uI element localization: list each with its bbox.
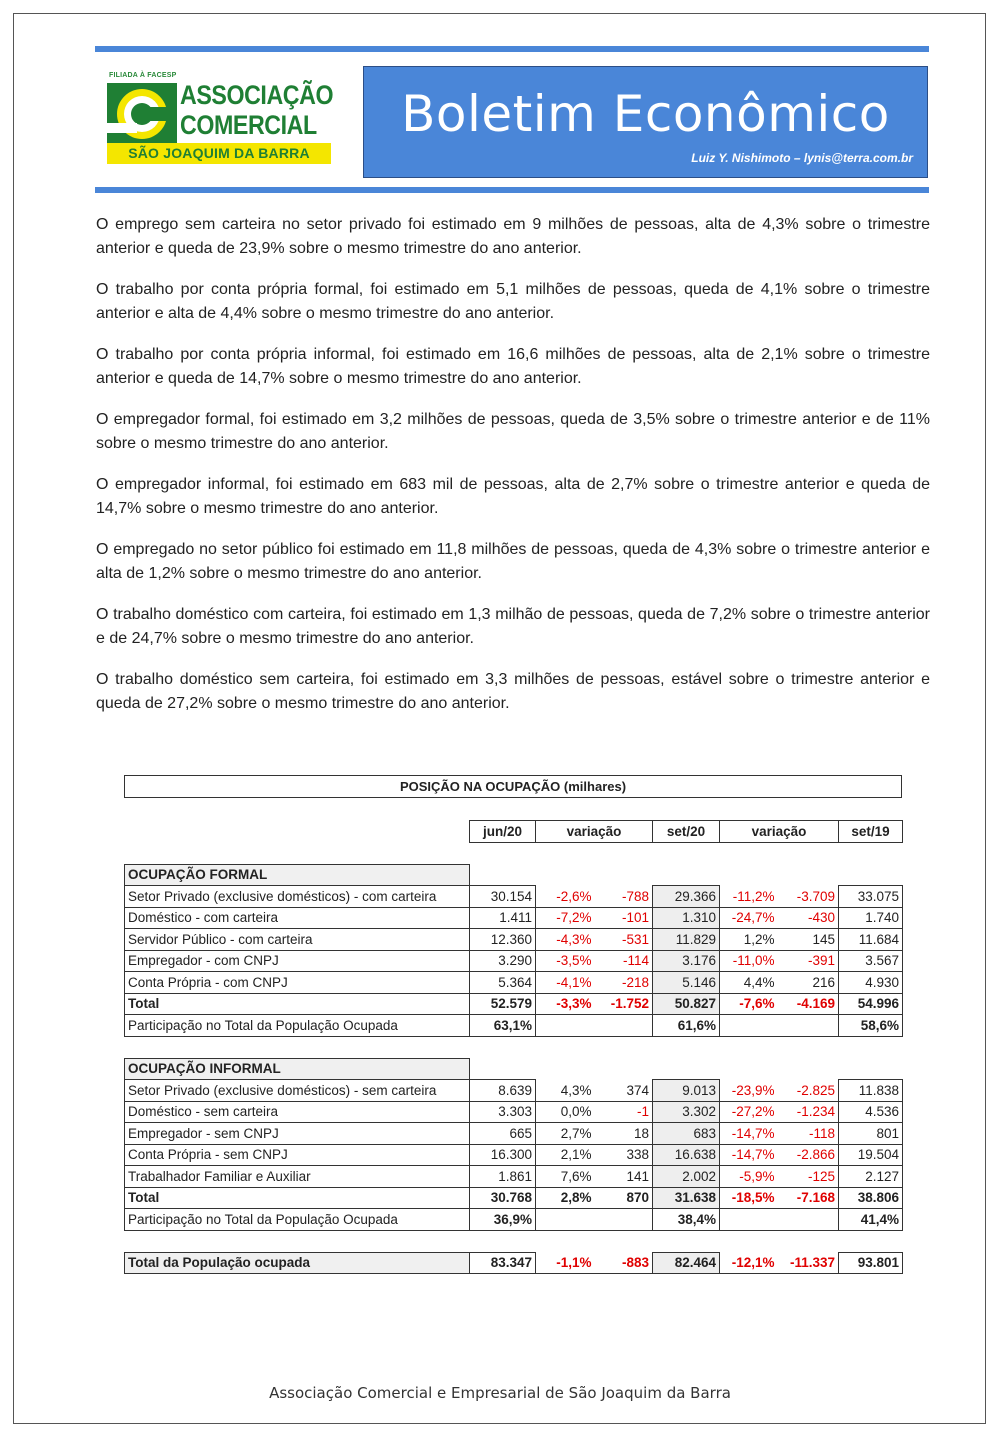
value-cell: 3.303 — [470, 1101, 536, 1123]
value-cell: 11.829 — [653, 929, 720, 951]
column-header: variação — [720, 821, 839, 843]
spacer-row — [125, 842, 903, 864]
empty-cell — [720, 1209, 839, 1231]
value-cell: 41,4% — [839, 1209, 903, 1231]
value-cell: 338 — [595, 1144, 653, 1166]
total-row — [125, 993, 903, 1015]
paragraph: O emprego sem carteira no setor privado foi estimado em 9 milhões de pessoas, alta de 4,3% sobre o trimestre anterior e queda de 23,9% sobre o mesmo trimestre do ano anterior. — [96, 216, 930, 257]
value-cell: -883 — [595, 1252, 653, 1274]
value-cell: 50.827 — [653, 993, 720, 1015]
row-label: Participação no Total da População Ocupada — [125, 1209, 470, 1231]
value-cell: -7,2% — [536, 907, 595, 929]
value-cell: 12.360 — [470, 929, 536, 951]
paragraph: O trabalho por conta própria informal, foi estimado em 16,6 milhões de pessoas, alta de 2,1% sobre o trimestre anterior e queda de 14,7% sobre o mesmo trimestre do ano anterior. — [96, 346, 930, 387]
value-cell: -14,7% — [720, 1144, 778, 1166]
table-row — [125, 950, 903, 972]
logo-name-line1: ASSOCIAÇÃO — [180, 80, 334, 110]
association-logo — [107, 70, 334, 166]
value-cell: 93.801 — [839, 1252, 903, 1274]
section-header-row — [125, 864, 903, 886]
value-cell: 1.861 — [470, 1166, 536, 1188]
spacer-cell — [125, 1230, 903, 1252]
spacer-cell — [125, 1036, 903, 1058]
value-cell: -3.709 — [778, 886, 839, 908]
empty-cell — [536, 1209, 653, 1231]
value-cell: -118 — [778, 1123, 839, 1145]
page-title: Boletim Econômico — [401, 85, 890, 143]
logo-affiliation: FILIADA À FACESP — [109, 72, 177, 79]
value-cell: -3,5% — [536, 950, 595, 972]
header-top-rule — [95, 46, 929, 52]
header-bottom-rule — [95, 187, 929, 193]
value-cell: 19.504 — [839, 1144, 903, 1166]
value-cell: 31.638 — [653, 1187, 720, 1209]
row-label: Participação no Total da População Ocupada — [125, 1015, 470, 1037]
paragraph: O empregado no setor público foi estimado em 11,8 milhões de pessoas, queda de 4,3% sobre o trimestre anterior e alta de 1,2% sobre o mesmo trimestre do ano anterior. — [96, 541, 930, 582]
logo-name-line2: COMERCIAL — [180, 110, 317, 140]
row-label: Total — [125, 1187, 470, 1209]
value-cell: 683 — [653, 1123, 720, 1145]
column-header: jun/20 — [470, 821, 536, 843]
empty-cell — [470, 1058, 903, 1080]
value-cell: -4,1% — [536, 972, 595, 994]
value-cell: 2,1% — [536, 1144, 595, 1166]
value-cell: 54.996 — [839, 993, 903, 1015]
value-cell: 1.411 — [470, 907, 536, 929]
value-cell: 5.146 — [653, 972, 720, 994]
table-row — [125, 972, 903, 994]
paragraph: O empregador formal, foi estimado em 3,2 milhões de pessoas, queda de 3,5% sobre o trimestre anterior e de 11% sobre o mesmo trimestre do ano anterior. — [96, 411, 930, 452]
value-cell: 38,4% — [653, 1209, 720, 1231]
value-cell: 665 — [470, 1123, 536, 1145]
empty-cell — [536, 1015, 653, 1037]
section-header-row — [125, 1058, 903, 1080]
table-row — [125, 1166, 903, 1188]
row-label: Total da População ocupada — [125, 1252, 470, 1274]
value-cell: 30.768 — [470, 1187, 536, 1209]
value-cell: -7,6% — [720, 993, 778, 1015]
value-cell: 82.464 — [653, 1252, 720, 1274]
value-cell: -4,3% — [536, 929, 595, 951]
value-cell: 4.536 — [839, 1101, 903, 1123]
footer: Associação Comercial e Empresarial de São Joaquim da Barra — [269, 1384, 731, 1402]
value-cell: -391 — [778, 950, 839, 972]
value-cell: 33.075 — [839, 886, 903, 908]
spacer-row — [125, 1230, 903, 1252]
value-cell: 36,9% — [470, 1209, 536, 1231]
value-cell: 374 — [595, 1080, 653, 1102]
value-cell: -11,2% — [720, 886, 778, 908]
value-cell: 1,2% — [720, 929, 778, 951]
value-cell: 7,6% — [536, 1166, 595, 1188]
value-cell: -788 — [595, 886, 653, 908]
paragraph: O trabalho doméstico sem carteira, foi estimado em 3,3 milhões de pessoas, estável sobre o trimestre anterior e queda de 27,2% sobre o mesmo trimestre do ano anterior. — [96, 671, 930, 712]
value-cell: 145 — [778, 929, 839, 951]
value-cell: -11.337 — [778, 1252, 839, 1274]
table-row — [125, 886, 903, 908]
row-label: Conta Própria - sem CNPJ — [125, 1144, 470, 1166]
value-cell: 9.013 — [653, 1080, 720, 1102]
value-cell: 216 — [778, 972, 839, 994]
value-cell: -1,1% — [536, 1252, 595, 1274]
paragraph: O trabalho doméstico com carteira, foi estimado em 1,3 milhão de pessoas, queda de 7,2% sobre o trimestre anterior e de 24,7% sobre o mesmo trimestre do ano anterior. — [96, 606, 930, 647]
value-cell: 29.366 — [653, 886, 720, 908]
value-cell: -23,9% — [720, 1080, 778, 1102]
value-cell: 61,6% — [653, 1015, 720, 1037]
value-cell: -4.169 — [778, 993, 839, 1015]
value-cell: 63,1% — [470, 1015, 536, 1037]
row-label: Conta Própria - com CNPJ — [125, 972, 470, 994]
value-cell: -5,9% — [720, 1166, 778, 1188]
value-cell: -2.825 — [778, 1080, 839, 1102]
value-cell: 52.579 — [470, 993, 536, 1015]
row-label: Doméstico - sem carteira — [125, 1101, 470, 1123]
value-cell: -430 — [778, 907, 839, 929]
value-cell: 18 — [595, 1123, 653, 1145]
value-cell: 3.176 — [653, 950, 720, 972]
value-cell: 3.302 — [653, 1101, 720, 1123]
value-cell: -531 — [595, 929, 653, 951]
table-row — [125, 1123, 903, 1145]
value-cell: -18,5% — [720, 1187, 778, 1209]
value-cell: -2.866 — [778, 1144, 839, 1166]
value-cell: 141 — [595, 1166, 653, 1188]
value-cell: 3.290 — [470, 950, 536, 972]
value-cell: 870 — [595, 1187, 653, 1209]
value-cell: -12,1% — [720, 1252, 778, 1274]
total-row — [125, 1187, 903, 1209]
value-cell: 801 — [839, 1123, 903, 1145]
row-label: Total — [125, 993, 470, 1015]
share-row — [125, 1209, 903, 1231]
value-cell: -2,6% — [536, 886, 595, 908]
article-body — [96, 213, 930, 733]
value-cell: -1.752 — [595, 993, 653, 1015]
empty-cell — [470, 864, 903, 886]
value-cell: -218 — [595, 972, 653, 994]
row-label: Setor Privado (exclusive domésticos) - com carteira — [125, 886, 470, 908]
value-cell: 2.002 — [653, 1166, 720, 1188]
value-cell: 4.930 — [839, 972, 903, 994]
value-cell: 11.838 — [839, 1080, 903, 1102]
section-header: OCUPAÇÃO FORMAL — [125, 864, 470, 886]
row-label: Servidor Público - com carteira — [125, 929, 470, 951]
value-cell: -27,2% — [720, 1101, 778, 1123]
column-header: set/20 — [653, 821, 720, 843]
value-cell: 4,4% — [720, 972, 778, 994]
value-cell: -11,0% — [720, 950, 778, 972]
table-row — [125, 1080, 903, 1102]
value-cell: 5.364 — [470, 972, 536, 994]
value-cell: 4,3% — [536, 1080, 595, 1102]
empty-cell — [720, 1015, 839, 1037]
paragraph: O trabalho por conta própria formal, foi estimado em 5,1 milhões de pessoas, queda de 4,1% sobre o trimestre anterior e alta de 4,4% sobre o mesmo trimestre do ano anterior. — [96, 281, 930, 322]
table-row — [125, 929, 903, 951]
value-cell: -101 — [595, 907, 653, 929]
value-cell: 8.639 — [470, 1080, 536, 1102]
author-credit: Luiz Y. Nishimoto – lynis@terra.com.br — [691, 151, 913, 165]
row-label: Trabalhador Familiar e Auxiliar — [125, 1166, 470, 1188]
value-cell: -125 — [778, 1166, 839, 1188]
section-header: OCUPAÇÃO INFORMAL — [125, 1058, 470, 1080]
value-cell: -3,3% — [536, 993, 595, 1015]
value-cell: 30.154 — [470, 886, 536, 908]
value-cell: 38.806 — [839, 1187, 903, 1209]
table-row — [125, 1101, 903, 1123]
value-cell: -1 — [595, 1101, 653, 1123]
value-cell: 2.127 — [839, 1166, 903, 1188]
value-cell: 0,0% — [536, 1101, 595, 1123]
row-label: Doméstico - com carteira — [125, 907, 470, 929]
table-row — [125, 1144, 903, 1166]
bulletin-title-box — [363, 66, 928, 178]
column-header-row — [125, 821, 903, 843]
value-cell: -7.168 — [778, 1187, 839, 1209]
logo-mark-icon — [107, 83, 177, 145]
spacer-row — [125, 1036, 903, 1058]
value-cell: 1.310 — [653, 907, 720, 929]
value-cell: 3.567 — [839, 950, 903, 972]
value-cell: -1.234 — [778, 1101, 839, 1123]
row-label: Empregador - sem CNPJ — [125, 1123, 470, 1145]
occupation-table — [124, 820, 903, 1274]
share-row — [125, 1015, 903, 1037]
value-cell: 16.300 — [470, 1144, 536, 1166]
row-label: Empregador - com CNPJ — [125, 950, 470, 972]
value-cell: 58,6% — [839, 1015, 903, 1037]
value-cell: 2,7% — [536, 1123, 595, 1145]
table-title: POSIÇÃO NA OCUPAÇÃO (milhares) — [124, 775, 902, 798]
value-cell: 1.740 — [839, 907, 903, 929]
table-row — [125, 907, 903, 929]
value-cell: 2,8% — [536, 1187, 595, 1209]
column-header: variação — [536, 821, 653, 843]
value-cell: 16.638 — [653, 1144, 720, 1166]
total-row — [125, 1252, 903, 1274]
spacer-cell — [125, 842, 903, 864]
value-cell: -14,7% — [720, 1123, 778, 1145]
value-cell: 11.684 — [839, 929, 903, 951]
row-label: Setor Privado (exclusive domésticos) - sem carteira — [125, 1080, 470, 1102]
value-cell: 83.347 — [470, 1252, 536, 1274]
value-cell: -24,7% — [720, 907, 778, 929]
paragraph: O empregador informal, foi estimado em 683 mil de pessoas, alta de 2,7% sobre o trimestre anterior e queda de 14,7% sobre o mesmo trimestre do ano anterior. — [96, 476, 930, 517]
logo-city: SÃO JOAQUIM DA BARRA — [107, 143, 331, 164]
value-cell: -114 — [595, 950, 653, 972]
column-header: set/19 — [839, 821, 903, 843]
